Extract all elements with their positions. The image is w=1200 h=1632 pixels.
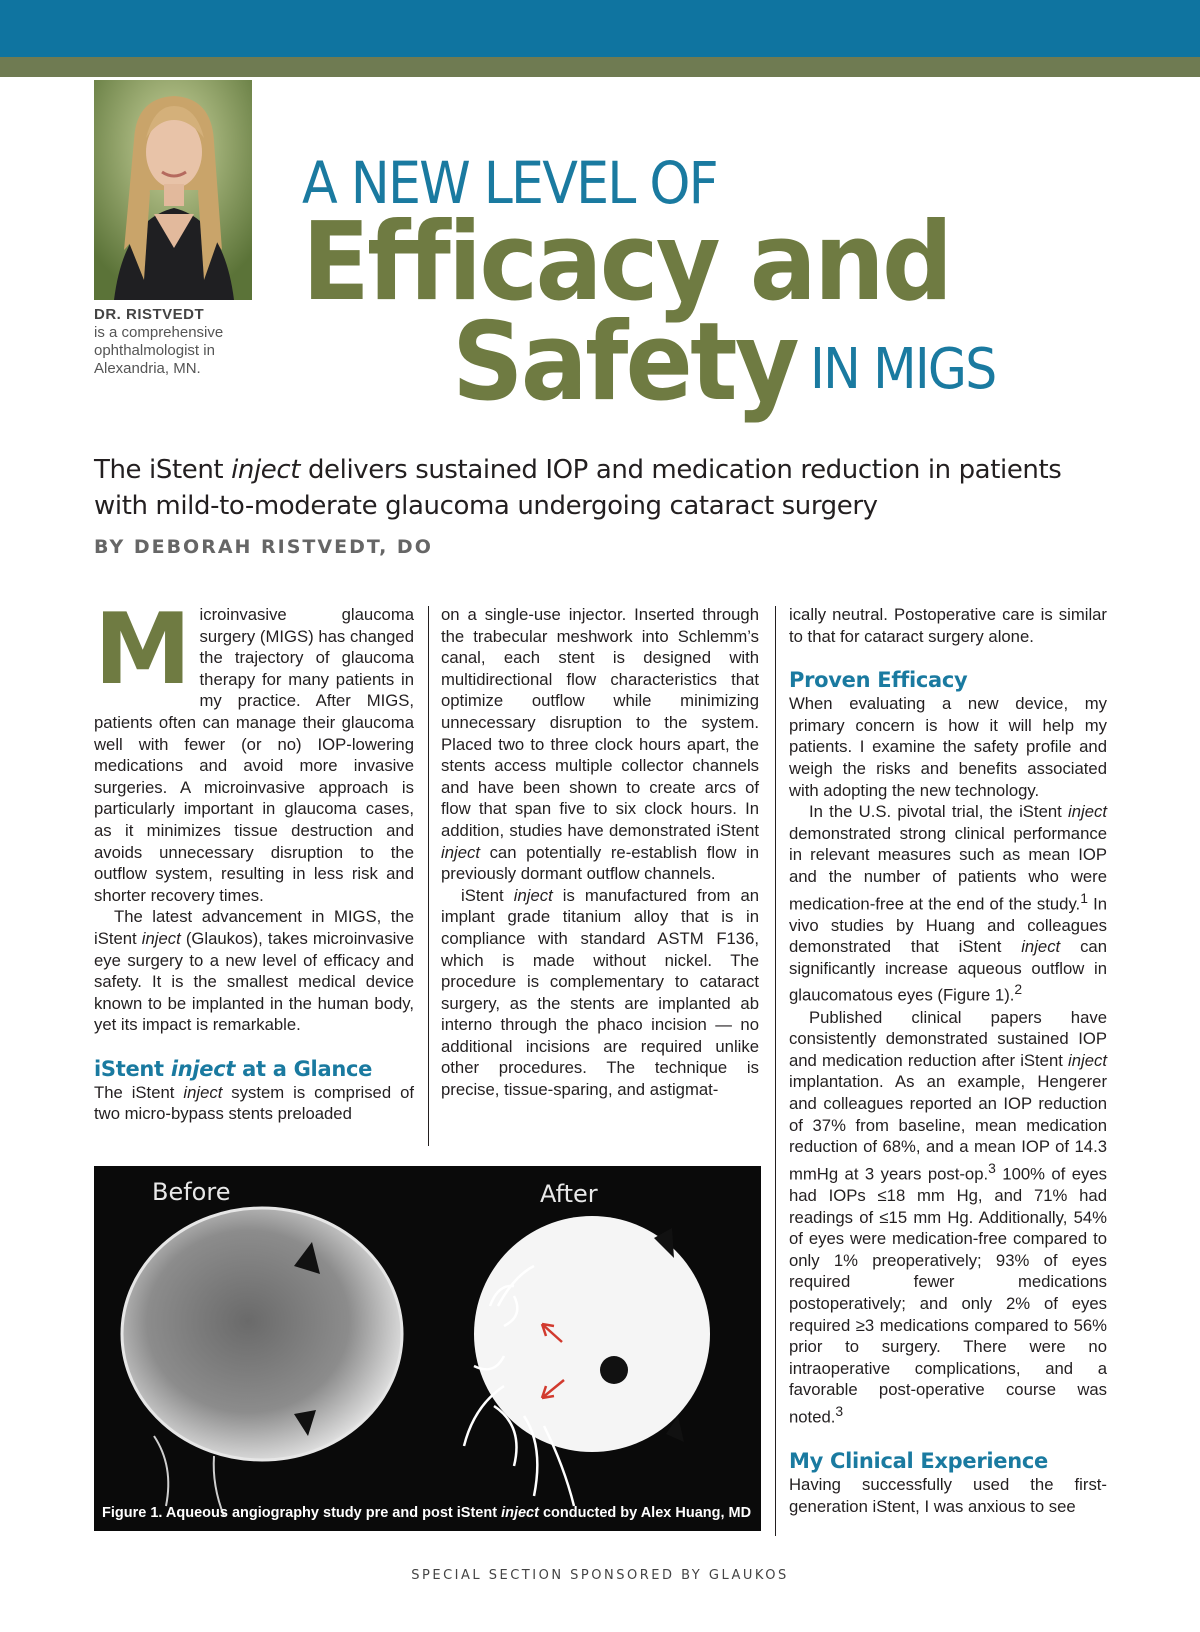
article-column-2 [441, 604, 759, 1101]
paragraph: iStent inject is manufactured from an implant grade titanium alloy that is in compliance with standard ASTM F136, which is made without nickel. The procedure is complementary to cataract surgery, as the stents are implanted ab interno through the phaco incision — no additional incisions are required unlike other procedures. The technique is precise, tissue-sparing, and astigmat- [441, 885, 760, 1100]
subhead-istent-at-a-glance: iStent inject at a Glance [94, 1056, 373, 1081]
paragraph: The latest advancement in MIGS, the iStent inject (Glaukos), takes microinvasive eye surgery to a new level of efficacy and safety. It is the smallest medical device known to be implanted in the human body, yet its impact is remarkable. [94, 907, 414, 1035]
subhead-proven-efficacy: Proven Efficacy [789, 668, 968, 693]
figure-caption: Figure 1. Aqueous angiography study pre and post iStent inject conducted by Alex Huang, MD [102, 1505, 752, 1521]
author-photo [94, 80, 252, 300]
author-name: DR. RISTVEDT [94, 306, 205, 323]
article-column-3 [789, 604, 1107, 1517]
headline-main-line2: Safety [452, 300, 797, 425]
author-description: is a comprehensive ophthalmologist in Alexandria, MN. [94, 324, 224, 377]
paragraph: The iStent inject system is comprised of two micro-bypass stents preloaded [94, 1082, 415, 1124]
paragraph: Published clinical papers have consistently demonstrated sustained IOP and medication reduction after iStent inject implantation. As an example, Hengerer and colleagues reported an IOP reduction of 37% from baseline, mean medication reduction of 68%, and a mean IOP of 14.3 mmHg at 3 years post-op.$^3$ 100% of eyes had IOPs ≤18 mm Hg, and 71% had readings of ≤15 mm Hg. Additionally, 54% of eyes were medication-free compared to only 1% preoperatively; 93% of eyes required fewer medications postoperatively; and only 2% of eyes required ≥3 medications compared to 56% prior to surgery. There were no intraoperative complications, and a favorable post-operative course was noted.$^3$ [789, 1007, 1107, 1427]
paragraph: ically neutral. Postoperative care is similar to that for cataract surgery alone. [789, 605, 1107, 646]
figure-label-before: Before [152, 1178, 231, 1206]
header-color-band [0, 0, 1200, 57]
figure-angiography [94, 1166, 761, 1531]
column-divider [428, 606, 429, 1146]
paragraph: Having successfully used the first-generation iStent, I was anxious to see [789, 1475, 1107, 1516]
paragraph: When evaluating a new device, my primary concern is how it will help my patients. I examine the safety profile and weigh the risks and benefits associated with adopting the new technology. [789, 694, 1107, 800]
byline: BY DEBORAH RISTVEDT, DO [94, 536, 433, 558]
headline-main-line1: Efficacy and [302, 200, 951, 325]
subhead-clinical-experience: My Clinical Experience [789, 1449, 1048, 1474]
intro-paragraph: Microinvasive glaucoma surgery (MIGS) has changed the trajectory of glaucoma therapy for many patients in my practice. After MIGS, patients often can manage their glaucoma well with fewer (or no) IOP-lowering medications and avoid more invasive surgeries. A microinvasive approach is particularly important in glaucoma cases, as it minimizes tissue destruction and avoids unnecessary disruption to the outflow system, resulting in less risk and shorter recovery times. [94, 593, 414, 905]
author-bio [94, 306, 274, 378]
paragraph: In the U.S. pivotal trial, the iStent inject demonstrated strong clinical performance in relevant measures such as mean IOP and the number of patients who were medication-free at the end of the study.$^1$ In vivo studies by Huang and colleagues demonstrated that iStent inject can significantly increase aqueous outflow in glaucomatous eyes (Figure 1).$^2$ [789, 802, 1107, 1006]
sponsor-footer: SPECIAL SECTION SPONSORED BY GLAUKOS [411, 1568, 789, 1583]
article-column-1 [94, 593, 415, 1125]
figure-label-after: After [540, 1180, 598, 1208]
header-accent-stripe [0, 57, 1200, 77]
headline-kicker: A NEW LEVEL OF [302, 149, 717, 217]
article-deck: The iStent inject delivers sustained IOP and medication reduction in patients with mild-to-moderate glaucoma undergoing cataract surgery [94, 455, 1062, 521]
column-divider [775, 606, 776, 1536]
paragraph: on a single-use injector. Inserted through the trabecular meshwork into Schlemm’s canal, each stent is designed with multidirectional flow characteristics that optimize outflow while minimizing unnecessary disruption to the system. Placed two to three clock hours apart, the stents access multiple collector channels and have been shown to create arcs of flow that span five to six clock hours. In addition, studies have demonstrated iStent inject can potentially re-establish flow in previously dormant outflow channels. [441, 605, 759, 884]
headline-suffix: IN MIGS [810, 337, 996, 402]
drop-cap: M [94, 593, 192, 707]
angiography-image [94, 1166, 761, 1531]
